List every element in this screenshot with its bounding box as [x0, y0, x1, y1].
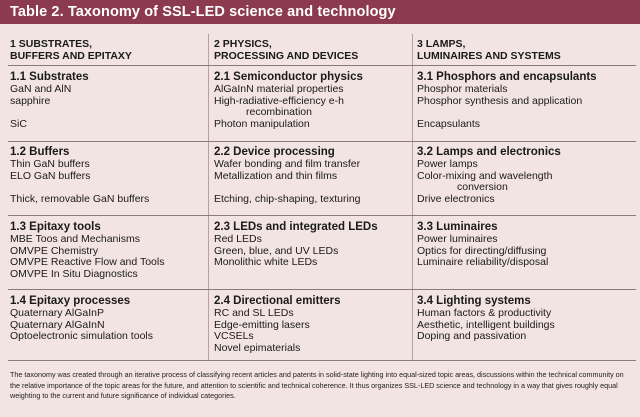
list-item: Novel epimaterials — [214, 341, 301, 354]
list-item: Edge-emitting lasers — [214, 318, 310, 331]
list-item: sapphire — [10, 94, 51, 107]
list-item: Red LEDs — [214, 233, 262, 245]
table-title: Table 2. Taxonomy of SSL-LED science and technology — [0, 0, 640, 24]
section-1-3 — [10, 220, 164, 280]
list-item: Luminaire reliability/disposal — [417, 256, 549, 269]
list-item: High-radiative-efficiency e-h — [214, 94, 344, 107]
section-2-3 — [214, 220, 378, 269]
section-title: 3.4 Lighting systems — [417, 295, 531, 307]
list-item: OMVPE Chemistry — [10, 244, 99, 257]
list-item: OMVPE Reactive Flow and Tools — [10, 256, 165, 269]
list-item: Monolithic white LEDs — [214, 256, 318, 269]
list-item: Phosphor synthesis and application — [417, 94, 583, 107]
section-2-2 — [214, 145, 361, 205]
list-item: Encapsulants — [417, 117, 481, 130]
section-title: 1.2 Buffers — [10, 146, 70, 158]
column-heading-line: PROCESSING AND DEVICES — [214, 50, 359, 62]
list-item: GaN and AlN — [10, 83, 72, 95]
list-item: Metallization and thin films — [214, 169, 338, 182]
list-item: ELO GaN buffers — [10, 169, 91, 182]
list-item: VCSELs — [214, 330, 254, 343]
section-2-1 — [214, 70, 363, 130]
list-item: recombination — [246, 106, 312, 119]
column-divider — [412, 34, 413, 360]
list-item: Thick, removable GaN buffers — [10, 192, 150, 205]
section-title: 2.3 LEDs and integrated LEDs — [214, 221, 378, 233]
column-heading — [214, 38, 358, 62]
section-title: 3.2 Lamps and electronics — [417, 146, 561, 158]
list-item: Thin GaN buffers — [10, 158, 90, 170]
column-divider — [208, 34, 209, 360]
list-item: AlGaInN material properties — [214, 83, 344, 95]
column-heading — [417, 38, 561, 62]
section-1-2 — [10, 145, 149, 205]
list-item: Color-mixing and wavelength — [417, 169, 553, 182]
list-item: Quaternary AlGaInP — [10, 307, 104, 319]
section-title: 1.4 Epitaxy processes — [10, 295, 131, 307]
list-item: Optics for directing/diffusing — [417, 244, 547, 257]
section-title: 2.1 Semiconductor physics — [214, 71, 363, 83]
row-divider — [8, 289, 636, 290]
column-heading — [10, 38, 132, 62]
section-title: 3.3 Luminaires — [417, 221, 498, 233]
section-title: 1.1 Substrates — [10, 71, 89, 83]
row-divider — [8, 141, 636, 142]
section-3-3 — [417, 220, 548, 269]
list-item: Quaternary AlGaInN — [10, 318, 105, 331]
section-title: 2.2 Device processing — [214, 146, 335, 158]
list-item: Power luminaires — [417, 233, 498, 245]
section-3-2 — [417, 145, 561, 205]
list-item: Green, blue, and UV LEDs — [214, 244, 339, 257]
list-item: MBE Toos and Mechanisms — [10, 233, 140, 245]
section-3-4 — [417, 294, 555, 343]
column-heading-line: LUMINAIRES AND SYSTEMS — [417, 50, 561, 62]
list-item: Doping and passivation — [417, 330, 527, 343]
section-2-4 — [214, 294, 341, 354]
column-heading-line: 3 LAMPS, — [417, 38, 466, 50]
list-item: Aesthetic, intelligent buildings — [417, 318, 555, 331]
list-item: Drive electronics — [417, 192, 495, 205]
section-title: 3.1 Phosphors and encapsulants — [417, 71, 597, 83]
list-item: Phosphor materials — [417, 83, 508, 95]
list-item: RC and SL LEDs — [214, 307, 294, 319]
list-item: conversion — [457, 181, 508, 194]
section-3-1 — [417, 70, 597, 130]
section-title: 1.3 Epitaxy tools — [10, 221, 101, 233]
list-item: Wafer bonding and film transfer — [214, 158, 361, 170]
section-1-1 — [10, 70, 89, 130]
list-item: Human factors & productivity — [417, 307, 552, 319]
list-item: Etching, chip-shaping, texturing — [214, 192, 361, 205]
table-bottom-rule — [8, 360, 636, 361]
column-heading-line: 1 SUBSTRATES, — [10, 38, 93, 50]
section-1-4 — [10, 294, 153, 343]
taxonomy-table — [0, 24, 640, 361]
row-divider — [8, 65, 636, 66]
column-heading-line: BUFFERS AND EPITAXY — [10, 50, 132, 62]
list-item: OMVPE In Situ Diagnostics — [10, 267, 138, 280]
list-item: Optoelectronic simulation tools — [10, 330, 153, 343]
list-item: SiC — [10, 117, 27, 130]
table-footnote: The taxonomy was created through an iterative process of classifying recent articles and patents in solid-state lighting into equal-sized topic areas, discussions within the technical community on the relative importance of the topic areas for the future, and attention to scientific and technical coherence. It thus organizes SSL-LED science and technology in a way that gives roughly equal weighting to the current and future significance of individual categories. — [10, 370, 624, 400]
section-title: 2.4 Directional emitters — [214, 295, 341, 307]
column-heading-line: 2 PHYSICS, — [214, 38, 272, 50]
list-item: Photon manipulation — [214, 117, 310, 130]
list-item: Power lamps — [417, 158, 478, 170]
row-divider — [8, 215, 636, 216]
